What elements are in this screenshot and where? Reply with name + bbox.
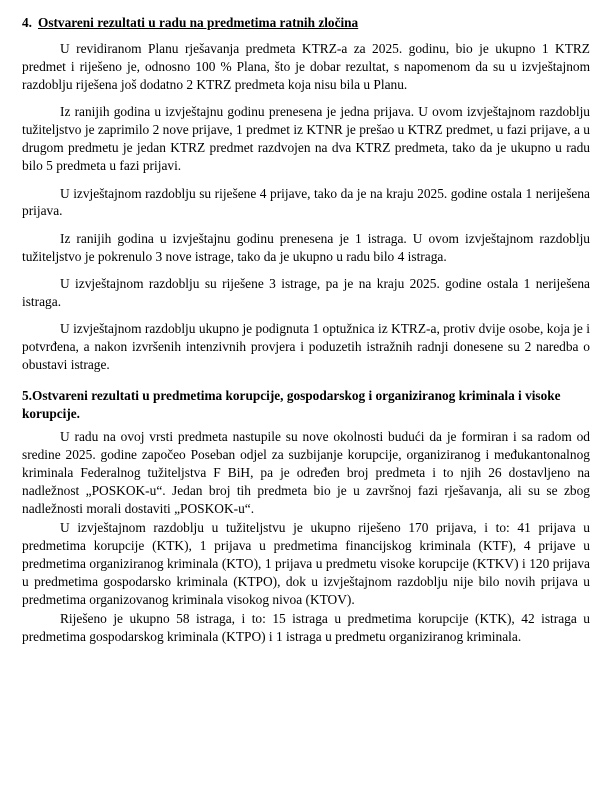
paragraph: U izvještajnom razdoblju su riješene 3 istrage, pa je na kraju 2025. godine ostala 1 neriješena istraga. — [22, 276, 590, 309]
section-heading-4 — [22, 14, 590, 31]
section-title-4: Ostvareni rezultati u radu na predmetima ratnih zločina — [37, 15, 359, 30]
paragraph: U izvještajnom razdoblju u tužiteljstvu je ukupno riješeno 170 prijava, i to: 41 prijava u predmetima korupcije (KTK), 1 prijava u predmetima financijskog kriminala (KTF), 4 prijave u predmetima organiziranog kriminala (KTO), 1 prijava u predmetu visoke korupcije (KTKV) i 120 prijava u predmetima gospodarsko kriminala (KTPO), dok u izvještajnom razdoblju nije bilo novih prijava u predmetima organizovanog kriminala visokog nivoa (KTOV). — [22, 520, 590, 607]
section-number-5: 5. — [22, 388, 32, 404]
paragraph: U radu na ovoj vrsti predmeta nastupile su nove okolnosti budući da je formiran i sa radom od sredine 2025. godine započeo Poseban odjel za suzbijanje korupcije, organiziranog i međukantonalnog kriminala Federalnog tužiteljstva F BiH, pa je određen broj predmeta i to njih 26 dostavljeno na nadležnost „POSKOK-u“. Jedan broj tih predmeta bio je u završnoj fazi rješavanja, ali su se zbog nadležnosti morali dostaviti „POSKOK-u“. — [22, 429, 590, 516]
paragraph: U izvještajnom razdoblju ukupno je podignuta 1 optužnica iz KTRZ-a, protiv dvije osobe, koja je i potvrđena, a nakon izvršenih intenzivnih provjera i poduzetih istražnih radnji donesene su 2 naredba o obustavi istrage. — [22, 321, 590, 373]
section-number-4: 4. — [22, 15, 32, 30]
paragraph: Iz ranijih godina u izvještajnu godinu prenesena je jedna prijava. U ovom izvještajnom razdoblju tužiteljstvo je zaprimilo 2 nove prijave, 1 predmet iz KTNR je prešao u KTRZ predmet, u fazi prijave, a u drugom predmetu je jedan KTRZ predmet razdvojen na dva KTRZ predmeta, tako da je ukupno u radu bilo 5 predmeta u fazi prijavi. — [22, 104, 590, 174]
paragraph: Iz ranijih godina u izvještajnu godinu prenesena je 1 istraga. U ovom izvještajnom razdoblju tužiteljstvo je pokrenulo 3 nove istrage, tako da je ukupno u radu bilo 4 istraga. — [22, 230, 590, 264]
paragraph: U izvještajnom razdoblju su riješene 4 prijave, tako da je na kraju 2025. godine ostala 1 neriješena prijava. — [22, 185, 590, 219]
paragraph: U revidiranom Planu rješavanja predmeta KTRZ-a za 2025. godinu, bio je ukupno 1 KTRZ predmet i riješeno je, odnosno 100 % Plana, što je dobar rezultat, s napomenom da su u izvještajnom razdoblju riješena još dodatno 2 KTRZ predmeta koja nisu bila u Planu. — [22, 41, 590, 93]
section-5 — [22, 387, 590, 646]
section-heading-5 — [22, 387, 590, 422]
paragraph: Riješeno je ukupno 58 istraga, i to: 15 istraga u predmetima korupcije (KTK), 42 istraga u predmetima gospodarskog kriminala (KTPO) i 1 istraga u predmetu organiziranog kriminala. — [22, 611, 590, 644]
section-title-5: Ostvareni rezultati u predmetima korupcije, gospodarskog i organiziranog kriminala i visoke korupcije. — [22, 388, 561, 421]
